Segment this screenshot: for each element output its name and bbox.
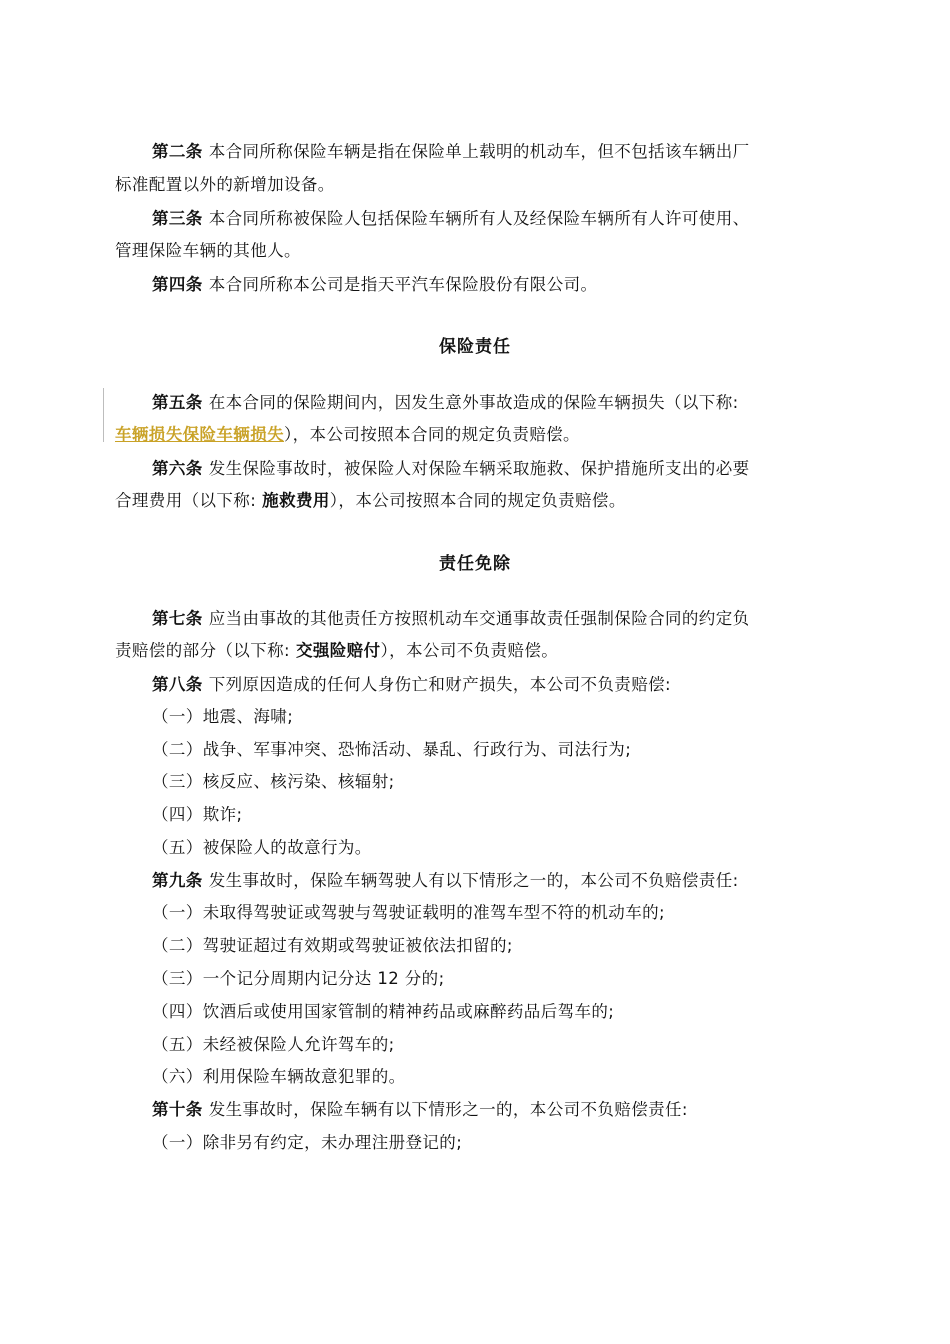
article-2-line-1 [152, 141, 750, 163]
article-label: 第十条 [152, 1100, 203, 1119]
article-text: 发生保险事故时，被保险人对保险车辆采取施救、保护措施所支出的必要 [208, 459, 750, 478]
list-item: （六）利用保险车辆故意犯罪的。 [152, 1067, 406, 1086]
list-item: （五）被保险人的故意行为。 [152, 838, 372, 857]
article-label: 第二条 [152, 142, 203, 161]
article-text: 发生事故时，保险车辆有以下情形之一的，本公司不负赔偿责任: [208, 1100, 688, 1119]
defined-term-compulsory-payout: 交强险赔付 [295, 641, 381, 660]
article-text: ），本公司按照本合同的规定负责赔偿。 [284, 425, 580, 444]
article-7-line-1 [152, 608, 750, 630]
article-text: 发生事故时，保险车辆驾驶人有以下情形之一的，本公司不负赔偿责任: [208, 871, 739, 890]
list-item: （五）未经被保险人允许驾车的; [152, 1035, 395, 1054]
list-item: （四）欺诈; [152, 805, 243, 824]
article-5-line-2 [115, 424, 580, 446]
article-4-line-1 [152, 274, 597, 296]
article-label: 第八条 [152, 675, 203, 694]
section-heading-exclusions: 责任免除 [439, 554, 511, 574]
article-text: 应当由事故的其他责任方按照机动车交通事故责任强制保险合同的约定负 [208, 609, 750, 628]
article-text: 在本合同的保险期间内，因发生意外事故造成的保险车辆损失（以下称: [208, 393, 739, 412]
list-item: （一）除非另有约定，未办理注册登记的; [152, 1133, 463, 1152]
list-item: （四）饮酒后或使用国家管制的精神药品或麻醉药品后驾车的; [152, 1002, 615, 1021]
article-3-line-1 [152, 208, 750, 230]
list-item: （一）未取得驾驶证或驾驶与驾驶证载明的准驾车型不符的机动车的; [152, 903, 665, 922]
article-7-line-2 [115, 640, 558, 662]
article-text: 本合同所称本公司是指天平汽车保险股份有限公司。 [208, 275, 598, 294]
article-label: 第六条 [152, 459, 203, 478]
article-5-line-1 [152, 392, 739, 414]
article-text: 本合同所称被保险人包括保险车辆所有人及经保险车辆所有人许可使用、 [208, 209, 750, 228]
article-text: 下列原因造成的任何人身伤亡和财产损失，本公司不负责赔偿: [208, 675, 671, 694]
article-text: 本合同所称保险车辆是指在保险单上载明的机动车，但不包括该车辆出厂 [208, 142, 750, 161]
article-3-line-2: 管理保险车辆的其他人。 [115, 241, 301, 260]
defined-term-vehicle-loss[interactable]: 车辆损失保险车辆损失 [115, 425, 284, 444]
article-8-line-1 [152, 674, 671, 696]
article-label: 第九条 [152, 871, 203, 890]
list-item: （三）一个记分周期内记分达 12 分的; [152, 969, 445, 988]
article-text: ），本公司不负责赔偿。 [380, 641, 559, 660]
list-item: （二）战争、军事冲突、恐怖活动、暴乱、行政行为、司法行为; [152, 740, 632, 759]
section-heading-liability: 保险责任 [439, 337, 511, 357]
defined-term-rescue-cost: 施救费用 [262, 491, 330, 510]
article-6-line-2 [115, 490, 626, 512]
list-item: （三）核反应、核污染、核辐射; [152, 772, 395, 791]
article-label: 第七条 [152, 609, 203, 628]
list-item: （二）驾驶证超过有效期或驾驶证被依法扣留的; [152, 936, 513, 955]
revision-change-bar [103, 388, 104, 442]
article-label: 第五条 [152, 393, 203, 412]
article-10-line-1 [152, 1099, 688, 1121]
article-label: 第三条 [152, 209, 203, 228]
list-item: （一）地震、海啸; [152, 707, 294, 726]
article-label: 第四条 [152, 275, 203, 294]
article-2-line-2: 标准配置以外的新增加设备。 [115, 175, 335, 194]
article-text: 责赔偿的部分（以下称: [115, 641, 290, 660]
article-9-line-1 [152, 870, 739, 892]
article-text: ），本公司按照本合同的规定负责赔偿。 [329, 491, 626, 510]
article-6-line-1 [152, 458, 750, 480]
article-text: 合理费用（以下称: [115, 491, 257, 510]
